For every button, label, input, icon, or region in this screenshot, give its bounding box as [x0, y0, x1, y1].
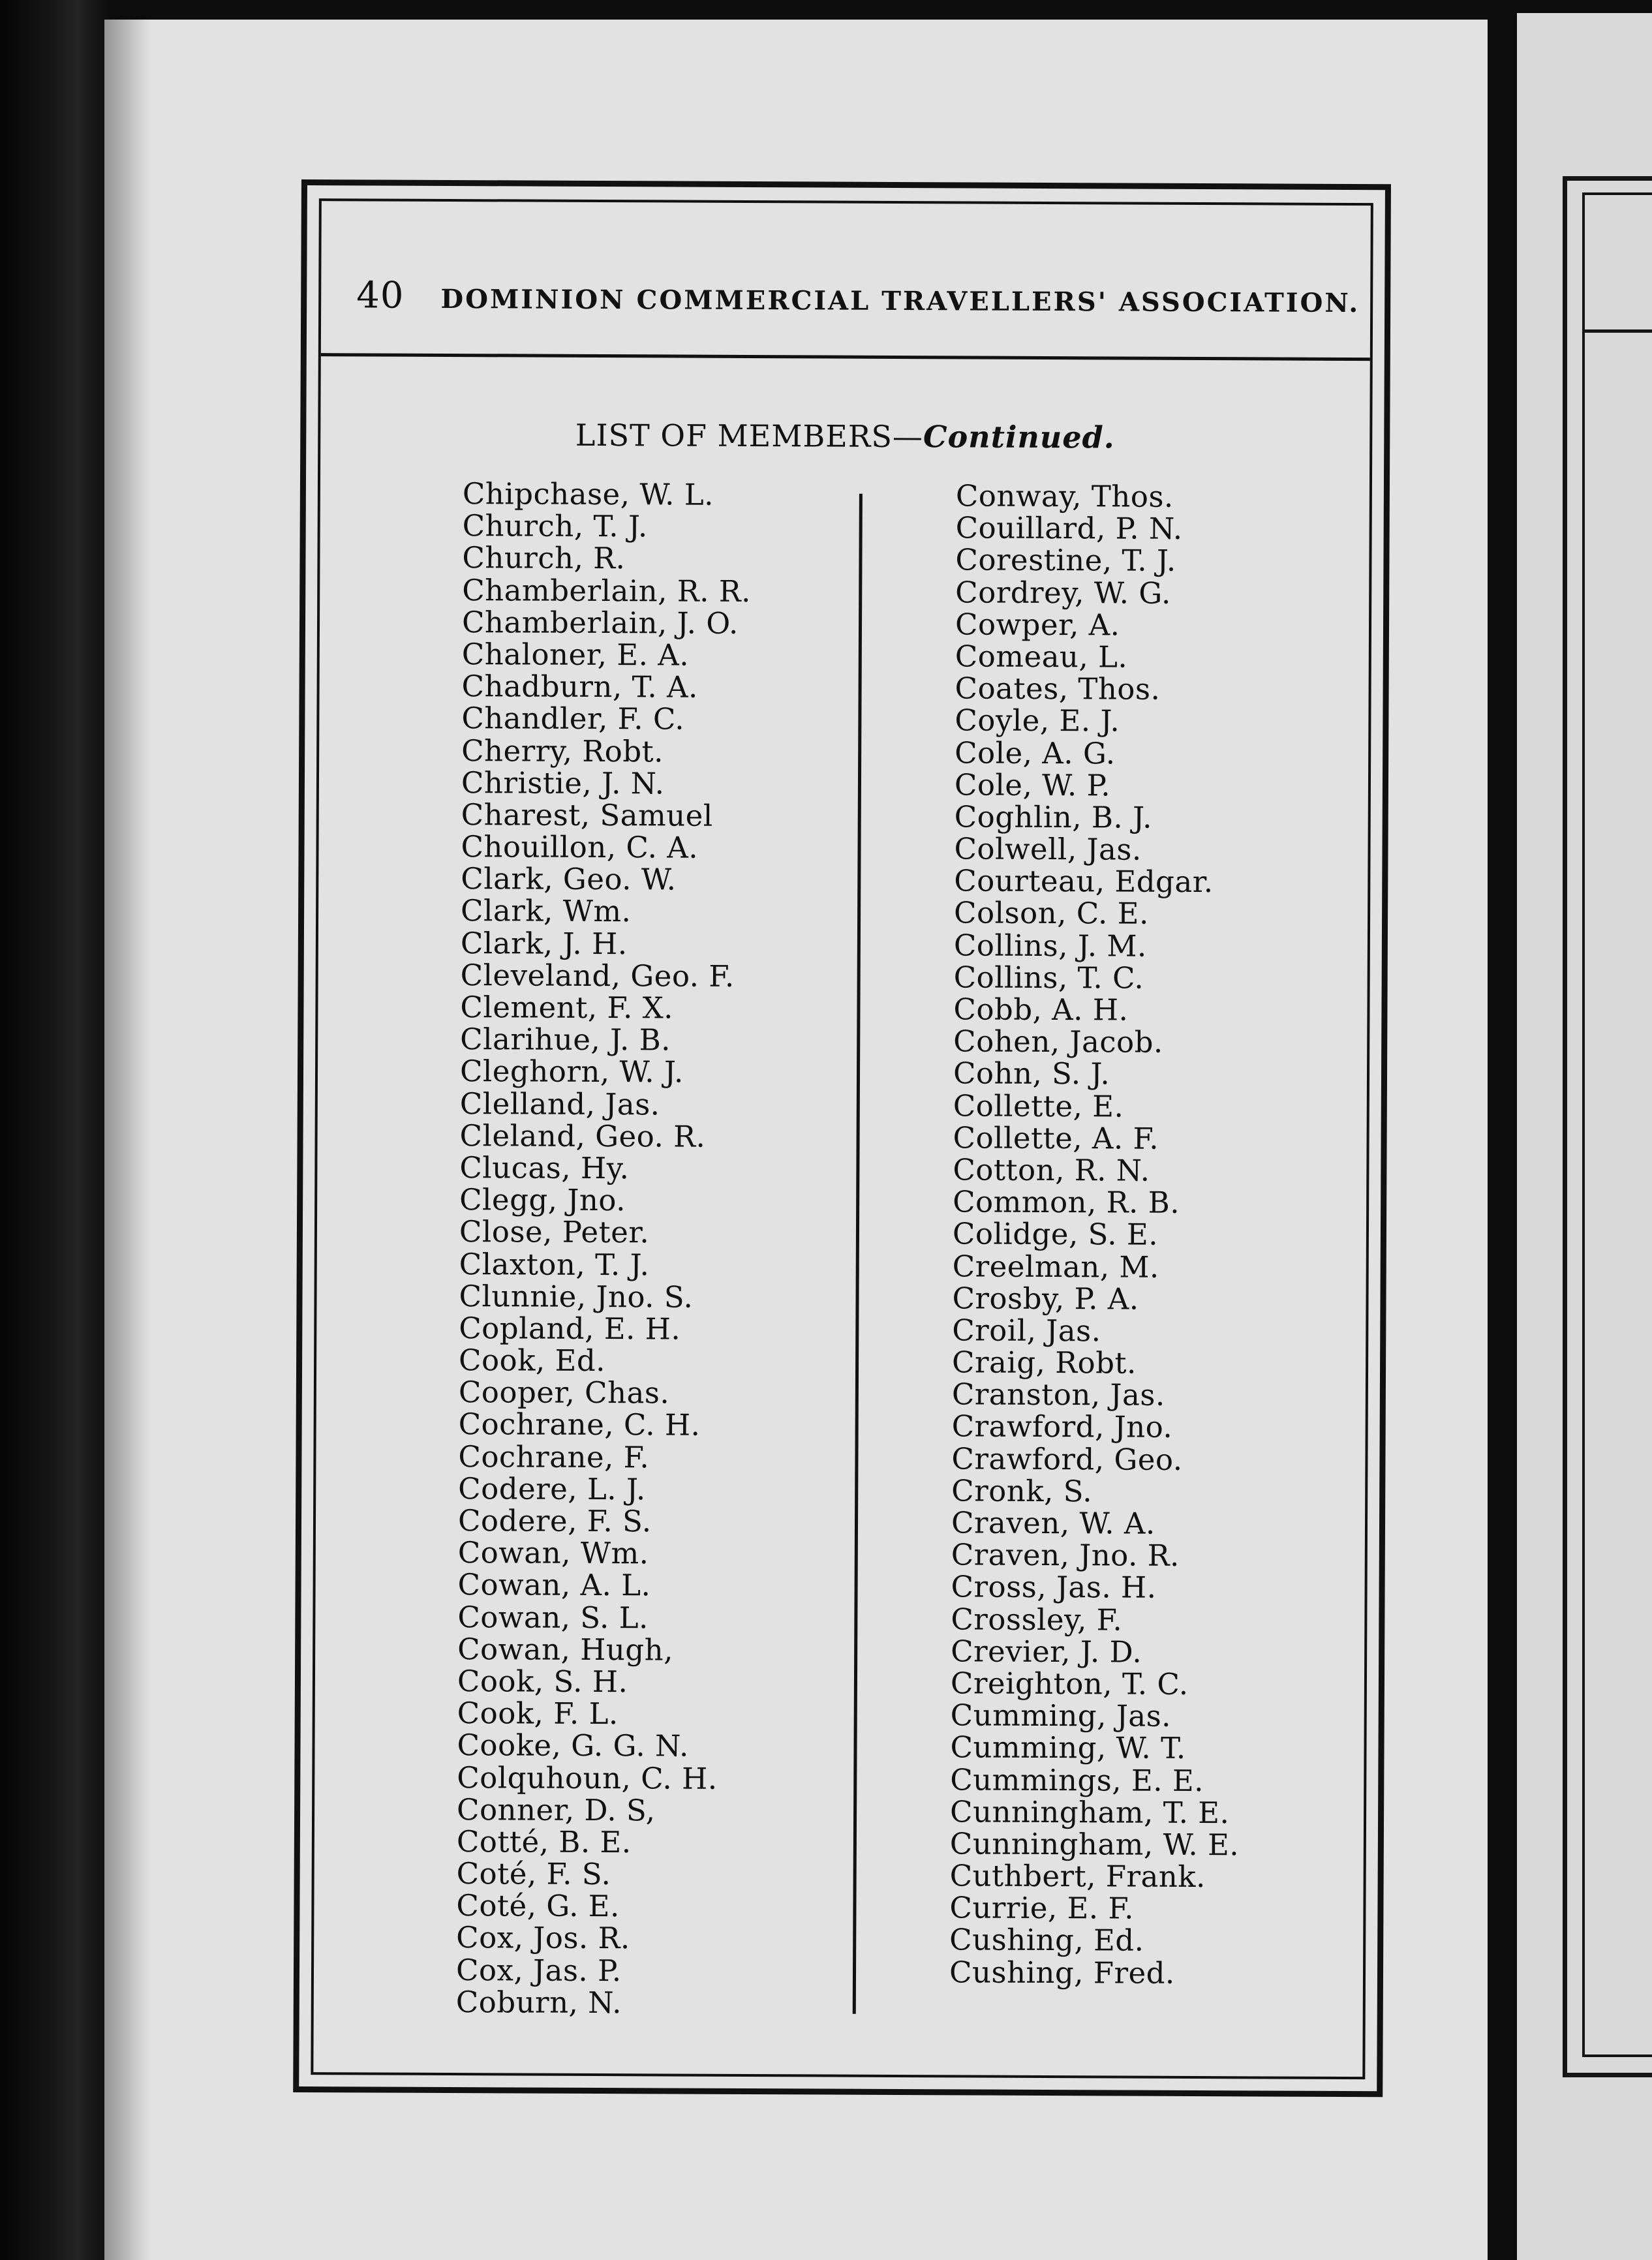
member-name: Coté, G. E.	[456, 1888, 620, 1924]
member-name: Collins, T. C.	[953, 960, 1144, 996]
member-name: Cunningham, W. E.	[949, 1826, 1240, 1863]
page-inner-border	[311, 198, 1373, 2079]
member-name: Crosby, P. A.	[952, 1281, 1139, 1317]
member-name: Corestine, T. J.	[955, 542, 1176, 579]
member-name: Clark, Wm.	[460, 893, 632, 929]
member-name: Cumming, Jas.	[950, 1698, 1172, 1733]
member-name: Church, T. J.	[462, 508, 648, 544]
member-name: Charest, Samuel	[461, 797, 713, 833]
member-name: Colquhoun, C. H.	[457, 1760, 718, 1796]
member-name: Creelman, M.	[952, 1248, 1159, 1285]
member-name: Croil, Jas.	[952, 1313, 1101, 1349]
member-name: Cuthbert, Frank.	[949, 1858, 1206, 1895]
member-name: Cotton, R. N.	[953, 1152, 1150, 1188]
member-name: Cummings, E. E.	[950, 1762, 1204, 1798]
running-head: DOMINION COMMERCIAL TRAVELLERS' ASSOCIATION.	[440, 283, 1360, 319]
member-name: Coghlin, B. J.	[954, 799, 1153, 835]
page-header	[356, 274, 1360, 331]
member-name: Conway, Thos.	[955, 478, 1174, 514]
member-name: Cordrey, W. G.	[955, 574, 1172, 611]
list-title-continued: Continued.	[923, 419, 1115, 455]
member-name: Collette, E.	[953, 1088, 1124, 1124]
member-name: Craig, Robt.	[951, 1345, 1137, 1381]
member-name: Cole, W. P.	[954, 767, 1111, 803]
member-name: Crawford, Geo.	[951, 1441, 1183, 1477]
member-name: Cowper, A.	[955, 607, 1120, 643]
member-name: Conner, D. S,	[456, 1792, 656, 1828]
page-border-frame	[293, 179, 1391, 2097]
member-name: Craven, Jno. R.	[951, 1537, 1180, 1574]
member-name: Cushing, Fred.	[949, 1954, 1175, 1991]
member-name: Currie, E. F.	[949, 1890, 1135, 1926]
member-name: Chamberlain, J. O.	[461, 604, 739, 641]
member-name: Coyle, E. J.	[955, 703, 1120, 739]
member-name: Colidge, S. E.	[952, 1216, 1159, 1253]
member-name: Clunnie, Jno. S.	[459, 1278, 694, 1315]
member-name: Cronk, S.	[951, 1473, 1093, 1509]
member-name: Chandler, F. C.	[461, 701, 685, 737]
member-name: Cotté, B. E.	[456, 1824, 632, 1860]
book-binding-edge	[0, 0, 108, 2260]
member-name: Cross, Jas. H.	[951, 1569, 1157, 1606]
member-name: Clelland, Jas.	[459, 1086, 660, 1122]
adjacent-page-header-rule	[1585, 329, 1652, 333]
header-rule	[321, 353, 1370, 361]
member-name: Coté, F. S.	[456, 1856, 611, 1892]
member-name: Cumming, W. T.	[950, 1730, 1186, 1766]
member-name: Chamberlain, R. R.	[462, 572, 752, 609]
page-gutter-shadow	[104, 20, 150, 2260]
member-name: Crawford, Jno.	[951, 1409, 1173, 1445]
member-name: Comeau, L.	[955, 639, 1128, 675]
member-name: Copland, E. H.	[459, 1310, 681, 1347]
member-name: Cook, F. L.	[457, 1696, 619, 1732]
member-name: Cox, Jos. R.	[456, 1920, 630, 1956]
adjacent-page-inner-frame	[1582, 192, 1652, 2057]
member-name: Claxton, T. J.	[459, 1246, 650, 1282]
member-name: Cowan, A. L.	[457, 1567, 651, 1603]
member-name: Cleveland, Geo. F.	[460, 957, 735, 994]
member-name: Cooper, Chas.	[458, 1375, 670, 1411]
member-name: Cleland, Geo. R.	[459, 1118, 706, 1154]
member-name: Cowan, S. L.	[457, 1599, 649, 1635]
list-title-main: LIST OF MEMBERS—	[575, 417, 924, 455]
member-name: Chouillon, C. A.	[461, 829, 699, 865]
member-name: Cochrane, C. H.	[458, 1407, 701, 1443]
member-name: Codere, F. S.	[457, 1503, 652, 1539]
member-name: Cushing, Ed.	[949, 1922, 1144, 1959]
member-name: Couillard, P. N.	[955, 510, 1183, 547]
member-name: Clark, Geo. W.	[461, 861, 677, 897]
column-divider	[853, 494, 863, 2014]
member-name: Church, R.	[462, 540, 626, 576]
member-name: Collins, J. M.	[953, 927, 1147, 964]
member-name: Clegg, Jno.	[459, 1182, 626, 1218]
member-name: Cranston, Jas.	[951, 1377, 1165, 1413]
member-name: Creighton, T. C.	[950, 1666, 1189, 1702]
member-list-right-column	[949, 480, 1245, 1989]
member-name: Collette, A. F.	[953, 1120, 1159, 1156]
member-name: Crossley, F.	[951, 1601, 1123, 1638]
member-name: Chipchase, W. L.	[462, 476, 714, 512]
member-name: Cowan, Wm.	[457, 1535, 649, 1571]
member-name: Cox, Jas. P.	[455, 1952, 622, 1988]
member-name: Cook, Ed.	[458, 1343, 606, 1379]
member-name: Clucas, Hy.	[459, 1150, 630, 1186]
member-name: Cohen, Jacob.	[953, 1024, 1163, 1060]
member-name: Crevier, J. D.	[951, 1634, 1142, 1670]
member-name: Cleghorn, W. J.	[459, 1054, 684, 1090]
member-name: Clement, F. X.	[460, 990, 674, 1026]
member-name: Cook, S. H.	[457, 1664, 628, 1700]
member-name: Cowan, Hugh,	[457, 1631, 674, 1668]
member-name: Common, R. B.	[953, 1184, 1180, 1221]
member-name: Cooke, G. G. N.	[457, 1728, 689, 1764]
member-name: Christie, J. N.	[461, 765, 665, 801]
member-name: Coates, Thos.	[955, 671, 1161, 707]
member-name: Codere, L. J.	[458, 1471, 646, 1507]
member-name: Chadburn, T. A.	[461, 669, 698, 705]
member-name: Clark, J. H.	[460, 925, 628, 961]
member-name: Courteau, Edgar.	[954, 863, 1214, 900]
member-name: Colwell, Jas.	[954, 831, 1142, 867]
member-name: Cunningham, T. E.	[949, 1794, 1230, 1830]
member-name: Cobb, A. H.	[953, 992, 1129, 1028]
member-name: Clarihue, J. B.	[460, 1022, 671, 1058]
list-title	[320, 416, 1369, 456]
member-name: Close, Peter.	[459, 1214, 650, 1250]
member-name: Cohn, S. J.	[953, 1056, 1110, 1092]
member-name: Cole, A. G.	[955, 735, 1116, 771]
member-name: Craven, W. A.	[951, 1505, 1155, 1541]
member-name: Chaloner, E. A.	[461, 637, 690, 673]
member-name: Coburn, N.	[455, 1984, 622, 2020]
member-name: Colson, C. E.	[953, 895, 1149, 932]
member-list-left-column	[456, 478, 752, 2019]
member-name: Cochrane, F.	[458, 1439, 650, 1474]
page-number: 40	[356, 274, 405, 317]
member-name: Cherry, Robt.	[461, 733, 664, 769]
